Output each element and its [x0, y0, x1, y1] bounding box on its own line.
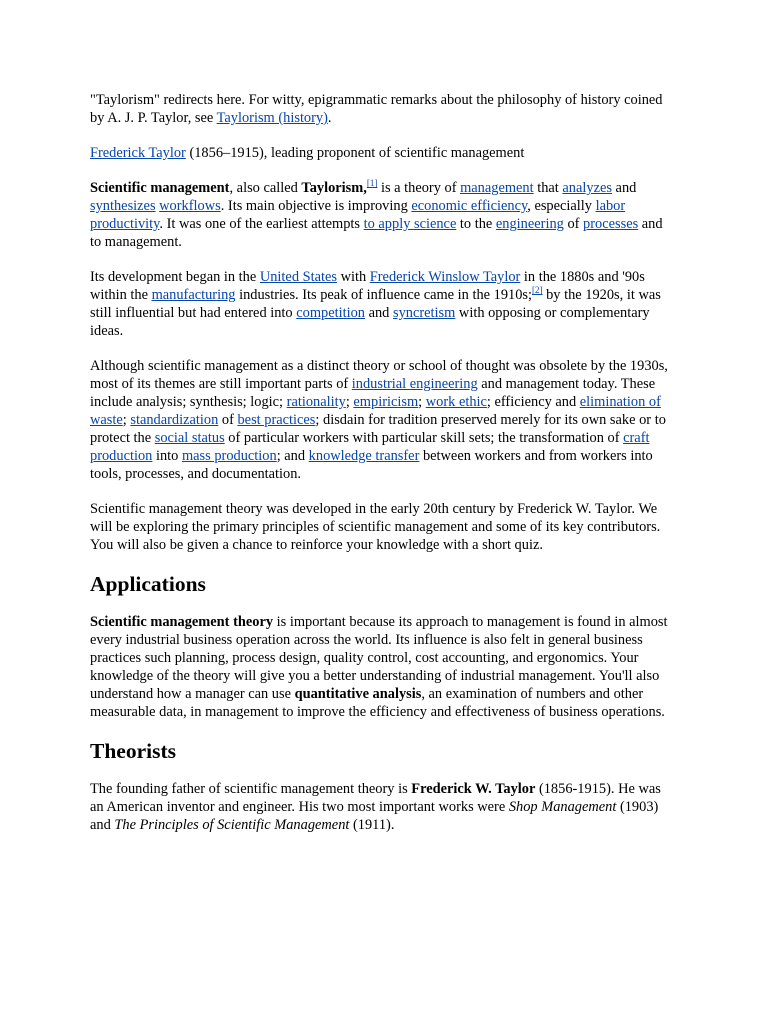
link-manufacturing[interactable]: manufacturing	[151, 287, 236, 303]
history-paragraph	[90, 268, 670, 340]
hatnote-text: "Taylorism" redirects here. For witty, epigrammatic remarks about the philosophy of history coined by A. J. P. Taylor, see	[90, 92, 663, 126]
term-scientific-management-theory: Scientific management theory	[90, 614, 274, 630]
link-united-states[interactable]: United States	[259, 269, 337, 285]
link-synthesizes[interactable]: synthesizes	[90, 198, 156, 214]
text: Although scientific management as a distinct theory or school of thought was obsolete by the 1930s, most of its themes are still important parts of	[90, 358, 668, 392]
link-mass-production[interactable]: mass production	[181, 448, 277, 464]
text: , also called	[229, 180, 302, 196]
text: ;	[122, 412, 131, 428]
hatnote-end: .	[327, 110, 332, 126]
link-taylorism-history[interactable]: Taylorism (history)	[216, 110, 328, 126]
theorists-paragraph	[90, 780, 670, 834]
link-economic-efficiency[interactable]: economic efficiency	[411, 198, 528, 214]
term-taylorism: Taylorism,	[301, 180, 367, 196]
text: between workers and from workers into tools, processes, and documentation.	[90, 448, 653, 482]
text: ; and	[276, 448, 309, 464]
link-industrial-engineering[interactable]: industrial engineering	[351, 376, 478, 392]
text: to the	[456, 216, 496, 232]
link-engineering[interactable]: engineering	[495, 216, 564, 232]
applications-paragraph	[90, 613, 670, 721]
image-caption	[90, 144, 670, 162]
link-knowledge-transfer[interactable]: knowledge transfer	[308, 448, 420, 464]
link-elimination-of-waste[interactable]: elimination of waste	[90, 394, 661, 428]
caption-text: (1856–1915), leading proponent of scientific management	[185, 145, 525, 161]
text: ; disdain for tradition preserved merely for its own sake or to protect the	[90, 412, 666, 446]
text: and	[364, 305, 393, 321]
link-standardization[interactable]: standardization	[130, 412, 219, 428]
link-frederick-taylor[interactable]: Frederick Taylor	[90, 145, 186, 161]
link-apply-science[interactable]: to apply science	[363, 216, 457, 232]
text: , especially	[527, 198, 596, 214]
term-scientific-management: Scientific management	[90, 180, 230, 196]
text: is a theory of	[377, 180, 461, 196]
text: ;	[345, 394, 354, 410]
term-quantitative-analysis: quantitative analysis	[294, 686, 422, 702]
text: of particular workers with particular skill sets; the transformation of	[224, 430, 624, 446]
text: and to management.	[90, 216, 663, 250]
text: and management today. These include analysis; synthesis; logic;	[90, 376, 656, 410]
work-shop-management: Shop Management	[508, 799, 617, 815]
link-empiricism[interactable]: empiricism	[353, 394, 419, 410]
text: is important because its approach to management is found in almost every industrial business operation across the world. Its influence is also felt in general business practices such planning, process design, quality control, cost accounting, and ergonomics. Your knowledge of the theory will give you a better understanding of industrial management. You'll also understand how a manager can use	[90, 614, 668, 702]
link-workflows[interactable]: workflows	[159, 198, 221, 214]
text: that	[533, 180, 563, 196]
link-processes[interactable]: processes	[583, 216, 639, 232]
citation-2[interactable]: [2]	[532, 285, 543, 296]
legacy-paragraph	[90, 357, 670, 483]
heading-theorists: Theorists	[90, 739, 176, 763]
text: (1903) and	[90, 799, 659, 833]
link-work-ethic[interactable]: work ethic	[425, 394, 487, 410]
link-rationality[interactable]: rationality	[286, 394, 346, 410]
text: of	[218, 412, 238, 428]
text: (1856-1915). He was an American inventor and engineer. His two most important works were	[90, 781, 661, 815]
text: into	[152, 448, 182, 464]
link-social-status[interactable]: social status	[154, 430, 225, 446]
text: The founding father of scientific management theory is	[90, 781, 412, 797]
text: ;	[418, 394, 426, 410]
text: and	[611, 180, 637, 196]
text: Its development began in the	[90, 269, 260, 285]
text: industries. Its peak of influence came in the 1910s;	[235, 287, 533, 303]
hatnote	[90, 91, 670, 127]
text: with opposing or complementary ideas.	[90, 305, 650, 339]
citation-1[interactable]: [1]	[366, 178, 378, 189]
text: in the 1880s and '90s within the	[90, 269, 645, 303]
lesson-intro-paragraph: Scientific management theory was developed in the early 20th century by Frederick W. Taylor. We will be exploring the primary principles of scientific management and some of its key contributors. You will also be given a chance to reinforce your knowledge with a short quiz.	[90, 501, 661, 553]
text: ; efficiency and	[486, 394, 580, 410]
text: with	[336, 269, 370, 285]
text: . Its main objective is improving	[220, 198, 412, 214]
link-best-practices[interactable]: best practices	[237, 412, 316, 428]
intro-paragraph	[90, 179, 670, 251]
link-competition[interactable]: competition	[296, 305, 365, 321]
link-craft-production[interactable]: craft production	[90, 430, 650, 464]
link-management[interactable]: management	[460, 180, 534, 196]
text: (1911).	[349, 817, 395, 833]
work-principles-of-scientific-management: The Principles of Scientific Management	[114, 817, 350, 833]
text: by the 1920s, it was still influential but had entered into	[90, 287, 661, 321]
text: . It was one of the earliest attempts	[159, 216, 364, 232]
heading-applications: Applications	[90, 572, 206, 596]
link-labor-productivity[interactable]: labor productivity	[90, 198, 626, 232]
link-syncretism[interactable]: syncretism	[392, 305, 456, 321]
term-frederick-w-taylor: Frederick W. Taylor	[411, 781, 536, 797]
link-analyzes[interactable]: analyzes	[562, 180, 612, 196]
article-body	[90, 91, 670, 851]
text: of	[563, 216, 584, 232]
text: , an examination of numbers and other measurable data, in management to improve the efficiency and effectiveness of business operations.	[90, 686, 665, 720]
link-frederick-winslow-taylor[interactable]: Frederick Winslow Taylor	[369, 269, 521, 285]
